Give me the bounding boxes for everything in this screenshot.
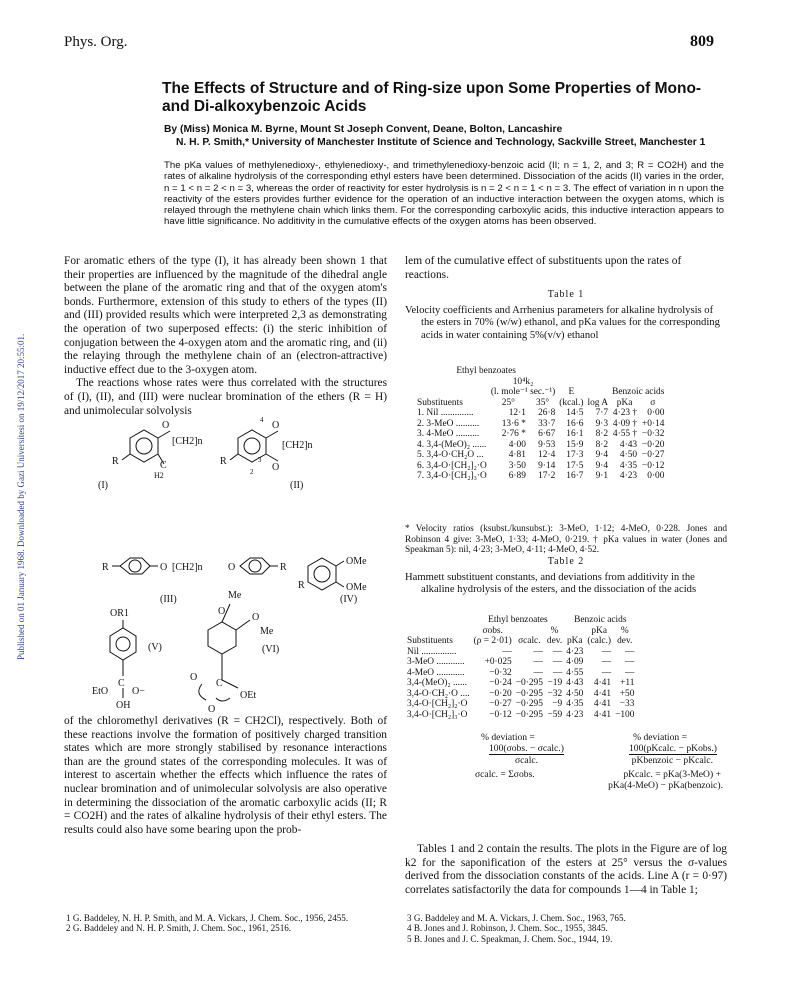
atom-label: Me: [260, 626, 274, 637]
table-cell: 15·9: [566, 439, 584, 450]
formula-denominator: pKbenzoic − pKcalc.: [631, 755, 713, 766]
table-cell: −33: [619, 699, 635, 709]
table-cell: %: [620, 625, 629, 636]
table-cell: 1. Nil ..............: [417, 408, 474, 418]
compound-label: (V): [148, 642, 162, 653]
table-cell: 4·23: [619, 471, 638, 481]
atom-label: R: [220, 456, 227, 467]
table-cell: 14·5: [566, 408, 584, 418]
group-header: Ethyl benzoates: [488, 615, 548, 625]
benzene-ring-V: [110, 628, 136, 660]
table-cell: 4·55: [566, 667, 584, 678]
units-header: (l. mole⁻¹ sec.⁻¹): [490, 387, 556, 397]
compound-label: (II): [290, 480, 304, 491]
table-cell: —: [625, 667, 635, 678]
atom-label: R: [102, 562, 109, 573]
chain-label: [CH2]n: [172, 436, 203, 447]
table-cell: —: [601, 657, 612, 667]
table-cell: +11: [620, 678, 635, 688]
table-cell: dev.: [546, 636, 563, 646]
table-cell: 8·2: [595, 439, 609, 450]
table-cell: 5. 3,4-O·CH₂O ...: [417, 450, 484, 460]
table1-label: Table 1: [547, 289, 585, 300]
table-cell: 3,4-O·[CH₂]₂·O: [407, 699, 468, 709]
table-cell: 16·6: [566, 418, 584, 429]
table-cell: —: [601, 646, 612, 657]
group-header: Ethyl benzoates: [456, 366, 516, 376]
table-cell: −100: [615, 709, 635, 720]
atom-label: OH: [116, 700, 131, 711]
atom-label: O: [190, 672, 198, 683]
table-cell: —: [533, 657, 543, 667]
table-row: [405, 678, 636, 689]
table-cell: 16·7: [566, 471, 584, 481]
table-cell: 3·50: [508, 460, 526, 471]
table-row: [405, 689, 636, 700]
table-cell: 17·5: [566, 460, 584, 471]
table-cell: —: [502, 646, 512, 657]
table-cell: 16·1: [566, 429, 584, 439]
compound-label: (VI): [262, 644, 280, 655]
table-row: [415, 471, 666, 482]
table-cell: [405, 626, 472, 637]
table-cell: 6·67: [538, 429, 556, 439]
position-label: 3: [258, 456, 262, 464]
atom-label: O: [208, 704, 216, 715]
reference: 4 B. Jones and J. Robinson, J. Chem. Soc., 1955, 3845.: [407, 923, 608, 934]
atom-label: R: [298, 580, 305, 591]
table-row: [405, 710, 636, 721]
table-cell: 6. 3,4-O·[CH₂]₂·O: [417, 460, 487, 471]
table-cell: 2·76 *: [501, 429, 526, 439]
table-cell: 3-MeO ............: [407, 657, 465, 667]
table-cell: —: [533, 646, 543, 657]
paragraph: of the chloromethyl derivatives (R = CH2Cl), respectively. Both of these reactions involve the formation of positively charged transition states which are more strongly stabilised by resonance interactions than are the ground states of the corresponding molecules. It was of interest to ascertain whether the effects which influence the rates of nuclear bromination and of unimolecular solvolysis are also operative in determining the dissociation of the aromatic carboxylic acids (II; R = CO2H) and the rates of alkaline hydrolysis of their ethyl esters. The results could also have some bearing upon the prob-: [64, 715, 387, 836]
table-cell: Nil ...............: [407, 646, 457, 657]
table-cell: 0·00: [647, 408, 665, 418]
compound-label: (IV): [340, 594, 358, 605]
column-headers: [405, 636, 636, 647]
table-cell: pKa: [566, 636, 583, 646]
author-block: [164, 123, 744, 149]
table-cell: [514, 626, 545, 637]
table-cell: −0·12: [641, 460, 665, 471]
atom-label: EtO: [92, 686, 109, 697]
table-row: [415, 461, 666, 472]
reference: 2 G. Baddeley and N. H. P. Smith, J. Chem. Soc., 1961, 2516.: [66, 923, 292, 934]
atom-label: OMe: [346, 582, 367, 593]
chain-label: [CH2]n: [282, 440, 313, 451]
article-title: The Effects of Structure and of Ring-size upon Some Properties of Mono- and Di-alkoxybenzoic Acids: [162, 80, 702, 115]
table-cell: 12·4: [538, 450, 556, 460]
table-cell: pKa: [616, 397, 633, 408]
table-cell: (calc.): [587, 636, 612, 646]
table-cell: 3,4-O·[CH₂]₃·O: [407, 709, 468, 720]
table-cell: −0·295: [515, 709, 543, 720]
chain-label: [CH2]n: [172, 562, 203, 573]
table-cell: 3,4-O·CH₂·O ....: [407, 688, 470, 699]
download-watermark: [6, 150, 26, 670]
table-cell: σobs.: [482, 625, 503, 636]
caption-text: Hammett substituent constants, and deviations from additivity in the alkaline hydrolysis of the esters, and the dissociation of the acids: [405, 572, 697, 596]
table-cell: −59: [547, 709, 563, 720]
compound-label: (III): [160, 594, 177, 605]
table-cell: 7. 3,4-O·[CH₂]₃·O: [417, 471, 487, 481]
table-cell: 4·09 †: [612, 418, 638, 429]
table-cell: dev.: [617, 636, 633, 646]
table-cell: −0·295: [515, 699, 543, 709]
table2-caption: [405, 572, 727, 597]
table-cell: −0·32: [641, 429, 665, 439]
table-cell: −0·32: [489, 667, 512, 678]
table-cell: −0·295: [515, 678, 543, 688]
table-cell: (kcal.): [559, 397, 584, 408]
table-cell: —: [625, 657, 635, 667]
table-cell: 4·35: [566, 699, 584, 709]
table-cell: −0·20: [489, 688, 512, 699]
table-cell: 9·53: [538, 439, 556, 450]
watermark-text: Published on 01 January 1968. Downloaded by Gazi Universitesi on 19/12/2017 20:55:01.: [16, 333, 26, 660]
body-left-column: [64, 255, 387, 418]
column-headers: [415, 398, 666, 409]
atom-label: O: [272, 462, 280, 473]
table-cell: 3. 4-MeO ..........: [417, 429, 480, 439]
table-cell: —: [625, 646, 635, 657]
table-row: [415, 450, 666, 461]
atom-label: R: [280, 562, 287, 573]
atom-label: OEt: [240, 690, 257, 701]
table-row: [415, 429, 666, 440]
table-row: [405, 699, 636, 710]
table-cell: —: [552, 667, 563, 678]
body-left-column-continued: [64, 715, 387, 837]
atom-label: C: [118, 678, 125, 689]
formula-label: % deviation =: [633, 732, 687, 743]
table-cell: −19: [547, 678, 563, 688]
table-1: [415, 366, 666, 482]
table-cell: −0·24: [489, 678, 512, 688]
table-cell: 6·89: [508, 471, 526, 481]
table-cell: 4·23: [566, 646, 584, 657]
table-cell: −0·27: [489, 699, 512, 709]
table-row: [405, 668, 636, 679]
chemical-structures: [90, 398, 390, 716]
table-cell: 7·7: [595, 408, 609, 418]
atom-label: OR1: [110, 608, 129, 619]
page-number: 809: [690, 33, 714, 50]
table-cell: σcalc.: [518, 636, 541, 646]
table-cell: 8·2: [595, 429, 609, 439]
table-cell: —: [601, 667, 612, 678]
table-cell: 4. 3,4-(MeO)₂ ......: [417, 439, 487, 450]
paragraph: The reactions whose rates were thus correlated with the structures of (I), (II), and (III) were nuclear bromination of the ethers (R = H) and unimolecular solvolysis: [64, 377, 387, 417]
abstract: The pKa values of methylenedioxy-, ethylenedioxy-, and trimethylenedioxy-benzoic acid (II; n = 1, 2, and 3; R = CO2H) and the rates of alkaline hydrolysis of the corresponding ethyl esters have been determined. Dissociation of the acids (II) varies in the order, n = 1 < n = 2 < n = 3, whereas the order of reactivity for ester hydrolysis is n = 2 < n = 1 < n = 3. The effect of variation in n upon the reactivity of the esters provides further evidence for the operation of an inductive interaction between the oxygen atoms, which is relayed through the methylene chain which links them. For the corresponding carboxylic acids, this inductive interaction appears to have little significance. No additivity in the cumulative effects of the oxygen atoms has been observed.: [164, 160, 724, 228]
atom-label: OMe: [346, 556, 367, 567]
table-cell: 4·09: [566, 657, 584, 667]
table-cell: [564, 626, 585, 637]
table-cell: 17·2: [538, 471, 556, 481]
reference: 1 G. Baddeley, N. H. P. Smith, and M. A. Vickars, J. Chem. Soc., 1956, 2455.: [66, 913, 349, 923]
table-cell: —: [533, 667, 543, 678]
table-cell: 4·50: [619, 450, 638, 460]
group-header: Benzoic acids: [612, 387, 665, 397]
table-cell: 4·23: [566, 709, 584, 720]
table-cell: 26·8: [538, 408, 556, 418]
atom-label: O−: [132, 686, 145, 697]
atom-label: Me: [228, 590, 242, 601]
table-cell: 4·81: [508, 450, 526, 460]
atom-label: H2: [154, 471, 164, 480]
table-cell: 4·50: [566, 688, 584, 699]
table-cell: 4·43: [619, 439, 638, 450]
table-cell: —: [552, 657, 563, 667]
atom-label: O: [228, 562, 236, 573]
position-label: 4: [260, 416, 264, 424]
paragraph: lem of the cumulative effect of substituents upon the rates of reactions.: [405, 255, 682, 281]
table-cell: 4·00: [508, 439, 526, 450]
table-cell: Substituents: [417, 397, 463, 408]
table-cell: 4·43: [566, 678, 584, 688]
table-cell: 25°: [501, 397, 515, 408]
table-cell: −0·27: [641, 450, 665, 460]
benzene-ring-II: [238, 430, 266, 462]
atom-label: C: [216, 678, 223, 689]
table-cell: 9·4: [595, 460, 609, 471]
atom-label: O: [162, 420, 170, 431]
table1-footnote: * Velocity ratios (ksubst./kunsubst.): 3-MeO, 1·12; 4-MeO, 0·228. Jones and Robinson 4 give: 3-MeO, 1·33; 4-MeO, 0·219. † pKa values in water (Jones and Speakman 5): nil, 4·23; 3-MeO, 4·11; 4-MeO, 4·52.: [405, 524, 727, 556]
table-cell: Substituents: [407, 636, 453, 646]
table-cell: 3,4-(MeO)₂ ......: [407, 678, 468, 688]
atom-label: O: [252, 612, 260, 623]
reference: 5 B. Jones and J. C. Speakman, J. Chem. Soc., 1944, 19.: [407, 933, 613, 944]
table-cell: 4·55 †: [612, 429, 638, 439]
table-cell: +50: [619, 688, 635, 699]
table-cell: 0·00: [647, 471, 665, 481]
table-row: [415, 419, 666, 430]
table-cell: 35°: [536, 397, 550, 408]
references-left: [64, 913, 387, 934]
table-cell: −0·12: [489, 709, 512, 720]
table-row: [405, 657, 636, 668]
formula-label: % deviation =: [481, 732, 535, 743]
table-cell: log A: [587, 397, 609, 408]
benzene-ring-I: [130, 430, 158, 462]
table-cell: 4·23 †: [612, 408, 638, 418]
table-cell: %: [550, 625, 559, 636]
benzene-ring-VI: [208, 622, 236, 654]
table-cell: 2. 3-MeO ..........: [417, 418, 480, 429]
author-line-2: N. H. P. Smith,* University of Manchester Institute of Science and Technology, Sackville Street, Manchester 1: [176, 137, 706, 148]
formula-pk: pKcalc. = pKa(3-MeO) +: [623, 769, 721, 780]
table1-caption: [405, 305, 727, 342]
group-header: Benzoic acids: [574, 615, 627, 625]
table-cell: 4·41: [593, 709, 612, 720]
body-right-column: [405, 255, 727, 282]
table-cell: —: [552, 646, 563, 657]
table-cell: 9·14: [538, 460, 556, 471]
paragraph: For aromatic ethers of the type (I), it has already been shown 1 that their properties are influenced by the magnitude of the dihedral angle between the plane of the aromatic ring and that of the oxygen atom's bonds. Furthermore, extension of this study to ethers of the types (II) and (III) provided results which were interpreted 2,3 as demonstrating the operation of two superposed effects: (i) the steric inhibition of conjugation between the 4-oxygen atom and the aromatic ring, and (ii) the relaying through the methylene chain of an (electron-attractive) inductive effect due to the 3-oxygen atom.: [64, 255, 387, 376]
table-cell: −0·295: [515, 688, 543, 699]
atom-label: O: [160, 562, 168, 573]
table-cell: 33·7: [538, 418, 556, 429]
table-cell: pKa: [591, 625, 608, 636]
column-headers-top: [405, 626, 636, 637]
table-cell: 13·6 *: [501, 418, 526, 429]
table-cell: 9·3: [595, 418, 609, 429]
table2-label: Table 2: [547, 556, 585, 567]
table-cell: 4-MeO ............: [407, 667, 465, 678]
formula-numerator: 100(pKcalc. − pKobs.): [628, 743, 717, 754]
formula-pk: pKa(4-MeO) − pKa(benzoic).: [608, 780, 723, 791]
table-cell: −0·20: [641, 439, 665, 450]
body-right-column-continued: [405, 843, 727, 897]
table-cell: 4·41: [593, 688, 612, 699]
formula-denominator: σcalc.: [515, 755, 539, 766]
energy-header: E: [568, 387, 575, 397]
table-cell: +0·025: [484, 657, 512, 667]
table-2: [405, 615, 636, 720]
table-cell: 17·3: [566, 450, 584, 460]
table-cell: +0·14: [641, 418, 665, 429]
caption-text: Velocity coefficients and Arrhenius parameters for alkaline hydrolysis of the esters in 70% (w/w) ethanol, and pKa values for the corresponding acids in water containing 5%(v/v) ethanol: [405, 305, 720, 341]
reference: 3 G. Baddeley and M. A. Vickars, J. Chem. Soc., 1963, 765.: [407, 913, 626, 923]
position-label: 2: [250, 468, 254, 476]
rate-header: 10⁴k₂: [512, 376, 534, 387]
table-cell: (ρ = 2·01): [473, 636, 512, 646]
journal-section: Phys. Org.: [64, 34, 128, 50]
table-cell: 4·35: [619, 460, 638, 471]
formula-numerator: 100(σobs. − σcalc.): [489, 743, 564, 754]
table-cell: 9·1: [595, 471, 609, 481]
atom-label: C: [160, 460, 167, 471]
table-cell: 12·1: [508, 408, 526, 418]
deviation-formulae: [405, 732, 727, 791]
table-row: [415, 408, 666, 419]
table-row: [405, 647, 636, 658]
formula-sigma: σcalc. = Σσobs.: [475, 769, 535, 780]
references-right: [405, 913, 727, 944]
atom-label: O: [272, 420, 280, 431]
table-cell: −9: [552, 699, 563, 709]
atom-label: O: [218, 606, 226, 617]
table-cell: −32: [547, 688, 563, 699]
paragraph: Tables 1 and 2 contain the results. The plots in the Figure are of log k2 for the saponification of the esters at 25° versus the σ-values derived from the dissociation constants of the acids. Line A (r = 0·97) correlates satisfactorily the data for compounds 1—4 in Table 1;: [405, 843, 727, 896]
table-cell: σ: [650, 397, 656, 408]
benzene-ring-IV: [308, 558, 336, 590]
compound-label: (I): [98, 480, 108, 491]
table-cell: 4·41: [593, 678, 612, 688]
table-cell: 4·41: [593, 699, 612, 709]
table-row: [415, 440, 666, 451]
author-line-1: By (Miss) Monica M. Byrne, Mount St Joseph Convent, Deane, Bolton, Lancashire: [164, 124, 563, 135]
table-cell: 9·4: [595, 450, 609, 460]
atom-label: R: [112, 456, 119, 467]
